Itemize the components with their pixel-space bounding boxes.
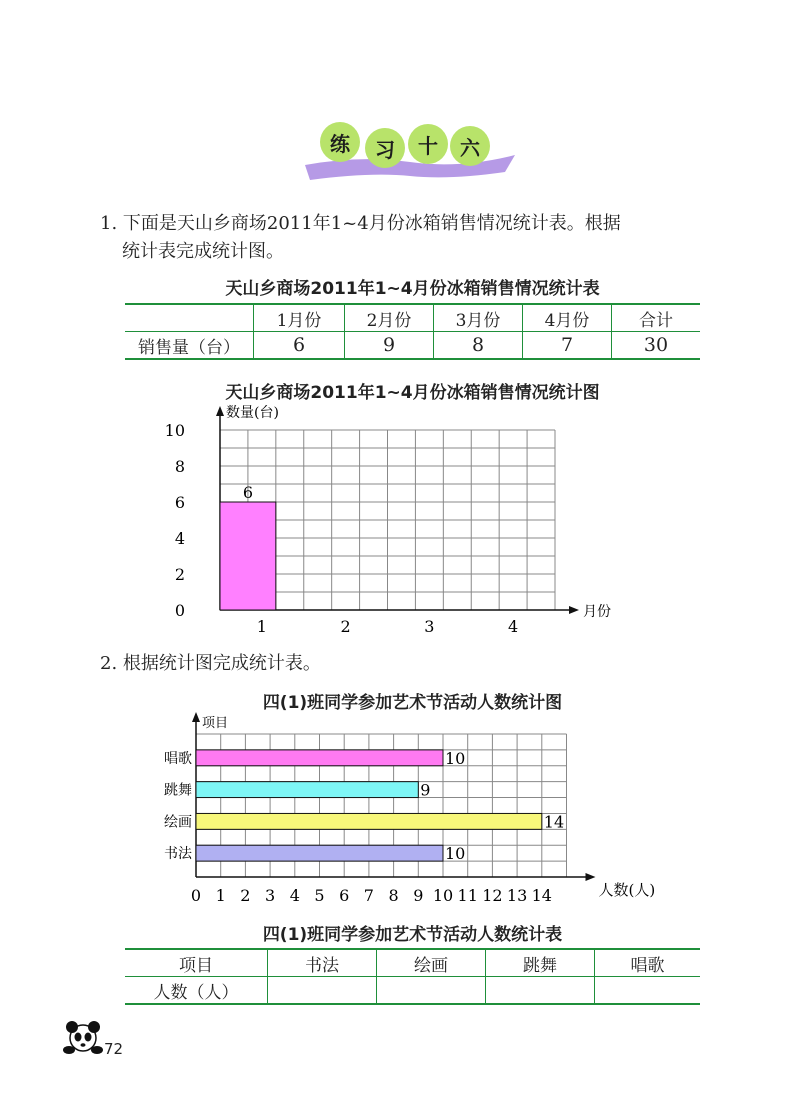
q1-cell: 6 bbox=[254, 332, 345, 360]
bar bbox=[196, 813, 542, 829]
q2-answer-cell-huihua[interactable] bbox=[377, 977, 486, 1005]
q2-table-title: 四(1)班同学参加艺术节活动人数统计表 bbox=[262, 925, 563, 945]
x-tick-label: 2 bbox=[240, 886, 251, 905]
y-category-label: 跳舞 bbox=[164, 782, 192, 799]
bar-value-label: 6 bbox=[242, 483, 254, 502]
x-tick-label: 7 bbox=[363, 886, 374, 905]
q2-hbar-chart bbox=[150, 710, 680, 910]
exercise-banner bbox=[300, 110, 520, 190]
x-tick-label: 5 bbox=[314, 886, 325, 905]
bar-value-label: 14 bbox=[543, 812, 565, 832]
q1-cell: 7 bbox=[523, 332, 612, 360]
x-tick-label: 9 bbox=[413, 886, 424, 905]
q2-answer-cell-changge[interactable] bbox=[595, 977, 701, 1005]
panda-icon bbox=[62, 1018, 104, 1058]
y-category-label: 书法 bbox=[164, 846, 192, 863]
banner-char-2: 习 bbox=[365, 128, 405, 168]
y-tick-label: 6 bbox=[174, 493, 185, 512]
y-tick-label: 0 bbox=[174, 601, 185, 620]
x-tick-label: 10 bbox=[432, 886, 454, 905]
y-tick-label: 8 bbox=[174, 457, 185, 476]
y-axis-arrow bbox=[216, 406, 224, 416]
banner-char-1: 练 bbox=[320, 122, 360, 162]
bar bbox=[196, 750, 443, 766]
y-axis-title: 项目 bbox=[202, 716, 229, 731]
q2-header-cell: 唱歌 bbox=[595, 949, 701, 977]
q1-header-cell: 4月份 bbox=[523, 304, 612, 332]
x-tick-label: 6 bbox=[339, 886, 350, 905]
q1-row-label: 销售量（台） bbox=[138, 337, 240, 358]
q2-header-cell: 项目 bbox=[125, 949, 268, 977]
q1-table-title: 天山乡商场2011年1~4月份冰箱销售情况统计表 bbox=[225, 279, 600, 299]
x-tick-label: 1 bbox=[256, 617, 267, 636]
q2-answer-cell-tiaowu[interactable] bbox=[486, 977, 595, 1005]
bar-value-label: 10 bbox=[445, 844, 466, 864]
q1-cell: 8 bbox=[434, 332, 523, 360]
page-number: 72 bbox=[104, 1040, 124, 1058]
x-tick-label: 1 bbox=[215, 886, 226, 905]
bar bbox=[196, 845, 443, 861]
banner-char-4: 六 bbox=[450, 126, 490, 166]
x-axis-title: 人数(人) bbox=[598, 881, 656, 899]
x-tick-label: 3 bbox=[265, 886, 276, 905]
q2-row-label: 人数（人） bbox=[153, 982, 239, 1003]
q2-answer-cell-shufa[interactable] bbox=[268, 977, 377, 1005]
q1-chart-title: 天山乡商场2011年1~4月份冰箱销售情况统计图 bbox=[225, 383, 600, 403]
q2-header-cell: 书法 bbox=[268, 949, 377, 977]
q2-table-header-row bbox=[125, 949, 700, 977]
q2-header-cell: 跳舞 bbox=[486, 949, 595, 977]
q2-header-cell: 绘画 bbox=[377, 949, 486, 977]
y-tick-label: 2 bbox=[174, 565, 185, 584]
q1-text-line1: 1. 下面是天山乡商场2011年1~4月份冰箱销售情况统计表。根据 bbox=[100, 213, 621, 234]
y-tick-label: 10 bbox=[164, 421, 185, 440]
x-axis-arrow bbox=[586, 873, 596, 881]
y-category-label: 绘画 bbox=[164, 814, 192, 831]
x-tick-label: 8 bbox=[388, 886, 399, 905]
x-tick-label: 14 bbox=[531, 886, 552, 905]
x-axis-arrow bbox=[569, 606, 579, 614]
y-axis-arrow bbox=[192, 712, 200, 722]
q2-table bbox=[125, 948, 700, 1005]
q1-bar-chart bbox=[150, 400, 630, 640]
q1-header-cell bbox=[125, 304, 254, 332]
q1-cell: 9 bbox=[345, 332, 434, 360]
q2-text-line1: 2. 根据统计图完成统计表。 bbox=[100, 653, 321, 674]
q1-table bbox=[125, 303, 700, 360]
bar bbox=[220, 502, 276, 610]
x-tick-label: 2 bbox=[340, 617, 351, 636]
q1-header-cell: 1月份 bbox=[254, 304, 345, 332]
q1-header-cell: 2月份 bbox=[345, 304, 434, 332]
q1-header-cell: 合计 bbox=[612, 304, 701, 332]
q2-table-data-row bbox=[125, 977, 700, 1005]
x-axis-title: 月份 bbox=[583, 604, 611, 620]
q1-table-header-row bbox=[125, 304, 700, 332]
banner-char-3: 十 bbox=[408, 124, 448, 164]
q1-text-line2: 统计表完成统计图。 bbox=[122, 241, 284, 262]
y-tick-label: 4 bbox=[174, 529, 185, 548]
y-axis-title: 数量(台) bbox=[226, 405, 279, 421]
y-category-label: 唱歌 bbox=[164, 750, 192, 767]
q2-chart-title: 四(1)班同学参加艺术节活动人数统计图 bbox=[262, 693, 563, 713]
q1-table-data-row bbox=[125, 332, 700, 360]
q1-cell: 30 bbox=[612, 332, 701, 360]
x-tick-label: 0 bbox=[190, 886, 202, 905]
x-tick-label: 3 bbox=[424, 617, 435, 636]
x-tick-label: 11 bbox=[457, 886, 478, 905]
bar-value-label: 10 bbox=[445, 748, 466, 768]
bar-value-label: 9 bbox=[420, 780, 431, 800]
x-tick-label: 4 bbox=[508, 617, 519, 636]
x-tick-label: 12 bbox=[482, 886, 503, 905]
bar bbox=[196, 782, 418, 798]
q1-header-cell: 3月份 bbox=[434, 304, 523, 332]
x-tick-label: 4 bbox=[289, 886, 300, 905]
x-tick-label: 13 bbox=[506, 886, 528, 905]
